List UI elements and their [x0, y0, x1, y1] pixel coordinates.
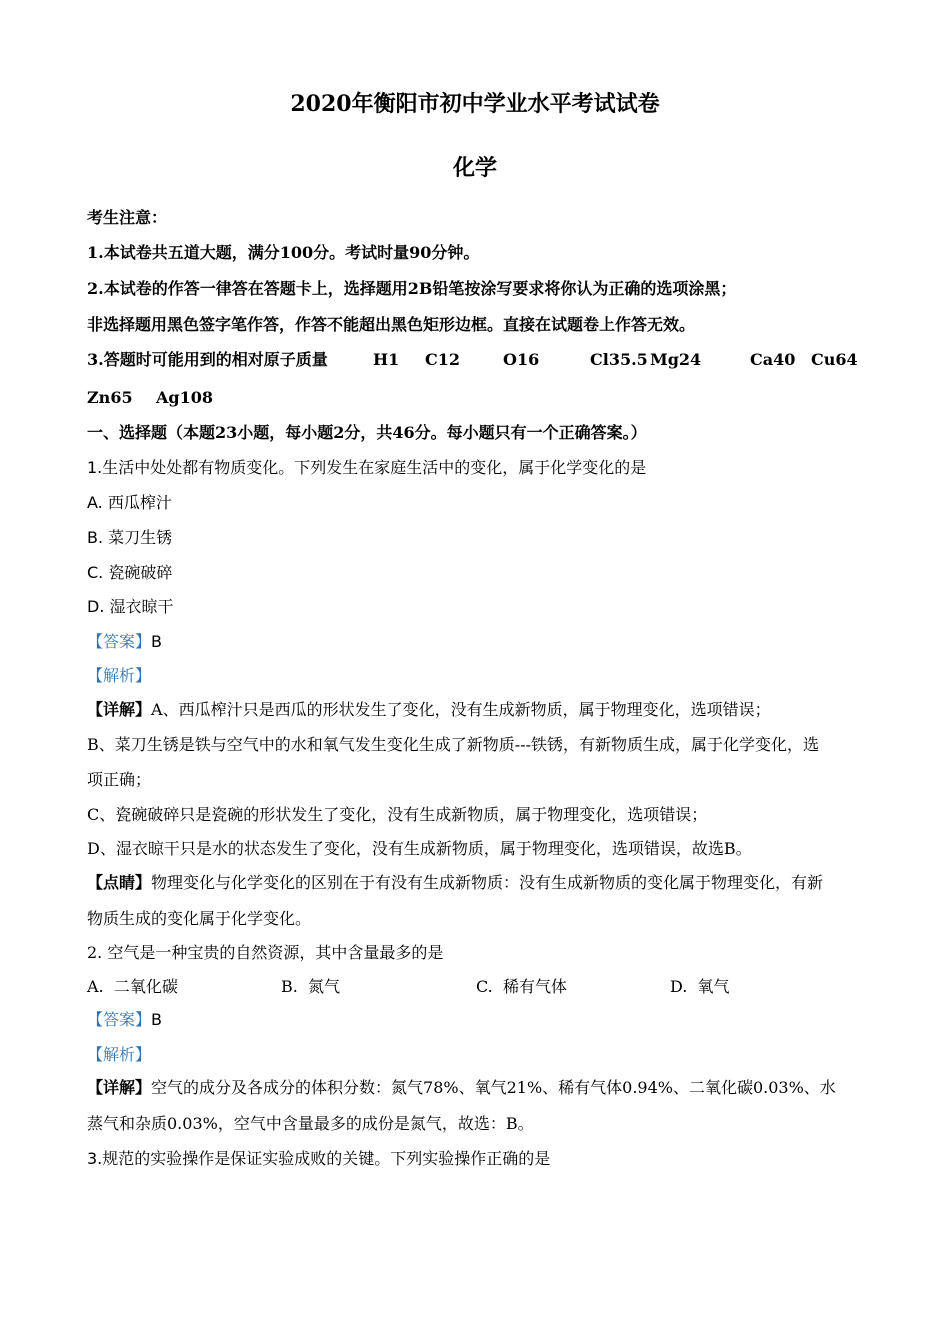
question-1-option-b: B. 菜刀生锈 [87, 528, 173, 547]
detail-label: 【详解】 [87, 700, 152, 719]
question-2-detail-line-1: 【详解】空气的成分及各成分的体积分数：氮气78%、氧气21%、稀有气体0.94%、二氧化碳0.03%、水 [87, 1078, 836, 1097]
question-2-option-a: A. 二氧化碳 [87, 977, 178, 996]
question-1-comment-line-1: 【点睛】物理变化与化学变化的区别在于有没有生成新物质：没有生成新物质的变化属于物理变化，有新 [87, 873, 824, 892]
answer-label: 【答案】 [87, 1010, 152, 1029]
atomic-mass-cl: Cl35.5 [590, 350, 648, 369]
question-3-text: 规范的实验操作是保证实验成败的关键。下列实验操作正确的是 [102, 1149, 551, 1168]
question-1-detail-line-3: 项正确； [87, 770, 152, 789]
atomic-mass-c: C12 [425, 350, 460, 369]
subject-title: 化学 [452, 155, 497, 181]
question-1-detail-line-1: 【详解】A、西瓜榨汁只是西瓜的形状发生了变化，没有生成新物质，属于物理变化，选项错误； [87, 700, 771, 719]
answer-value: B [151, 632, 162, 651]
notice-heading: 考生注意： [87, 208, 168, 227]
atomic-mass-o: O16 [503, 350, 540, 369]
question-1-comment-line-2: 物质生成的变化属于化学变化。 [87, 909, 312, 928]
question-2-option-c: C. 稀有气体 [476, 977, 567, 996]
question-1-analysis-label: 【解析】 [87, 666, 152, 685]
comment-label: 【点睛】 [87, 873, 152, 892]
atomic-mass-ca: Ca40 [750, 350, 796, 369]
question-3-number: 3. [87, 1149, 103, 1168]
answer-value: B [151, 1010, 162, 1029]
question-2-option-b: B. 氮气 [281, 977, 341, 996]
atomic-mass-mg: Mg24 [650, 350, 702, 369]
section-1-heading: 一、选择题（本题23小题，每小题2分，共46分。每小题只有一个正确答案。） [87, 423, 647, 442]
question-1-detail-line-5: D、湿衣晾干只是水的状态发生了变化，没有生成新物质，属于物理变化，选项错误，故选B。 [87, 839, 752, 858]
atomic-mass-h: H1 [373, 350, 400, 369]
question-2-analysis-label: 【解析】 [87, 1045, 152, 1064]
question-2-stem: 2. 空气是一种宝贵的自然资源，其中含量最多的是 [87, 943, 444, 962]
page-title: 2020年衡阳市初中学业水平考试试卷 [290, 91, 660, 117]
question-1-stem [87, 458, 646, 478]
atomic-mass-ag: Ag108 [156, 388, 213, 407]
question-1-option-c: C. 瓷碗破碎 [87, 563, 173, 582]
question-1-answer [87, 632, 162, 652]
atomic-mass-label: 3.答题时可能用到的相对原子质量 [87, 350, 328, 369]
question-3-stem [87, 1149, 550, 1169]
atomic-mass-line [87, 350, 328, 370]
answer-label: 【答案】 [87, 632, 152, 651]
question-1-option-d: D. 湿衣晾干 [87, 597, 174, 616]
question-1-detail-line-4: C、瓷碗破碎只是瓷碗的形状发生了变化，没有生成新物质，属于物理变化，选项错误； [87, 805, 708, 824]
notice-item-1: 1.本试卷共五道大题，满分100分。考试时量90分钟。 [87, 243, 480, 262]
notice-item-2: 2.本试卷的作答一律答在答题卡上，选择题用2B铅笔按涂写要求将你认为正确的选项涂黑； [87, 279, 737, 298]
detail-label: 【详解】 [87, 1078, 152, 1097]
atomic-mass-cu: Cu64 [811, 350, 858, 369]
question-1-text: 生活中处处都有物质变化。下列发生在家庭生活中的变化，属于化学变化的是 [102, 458, 647, 477]
question-1-number: 1. [87, 458, 103, 477]
atomic-mass-zn: Zn65 [87, 388, 133, 407]
notice-item-2-continued: 非选择题用黑色签字笔作答，作答不能超出黑色矩形边框。直接在试题卷上作答无效。 [87, 315, 696, 334]
question-1-option-a: A. 西瓜榨汁 [87, 493, 172, 512]
question-2-option-d: D. 氧气 [670, 977, 730, 996]
question-2-answer [87, 1010, 162, 1030]
question-1-detail-line-2: B、菜刀生锈是铁与空气中的水和氧气发生变化生成了新物质---铁锈，有新物质生成，属于化学变化，选 [87, 735, 819, 754]
question-2-detail-line-2: 蒸气和杂质0.03%，空气中含量最多的成份是氮气，故选：B。 [87, 1114, 534, 1133]
